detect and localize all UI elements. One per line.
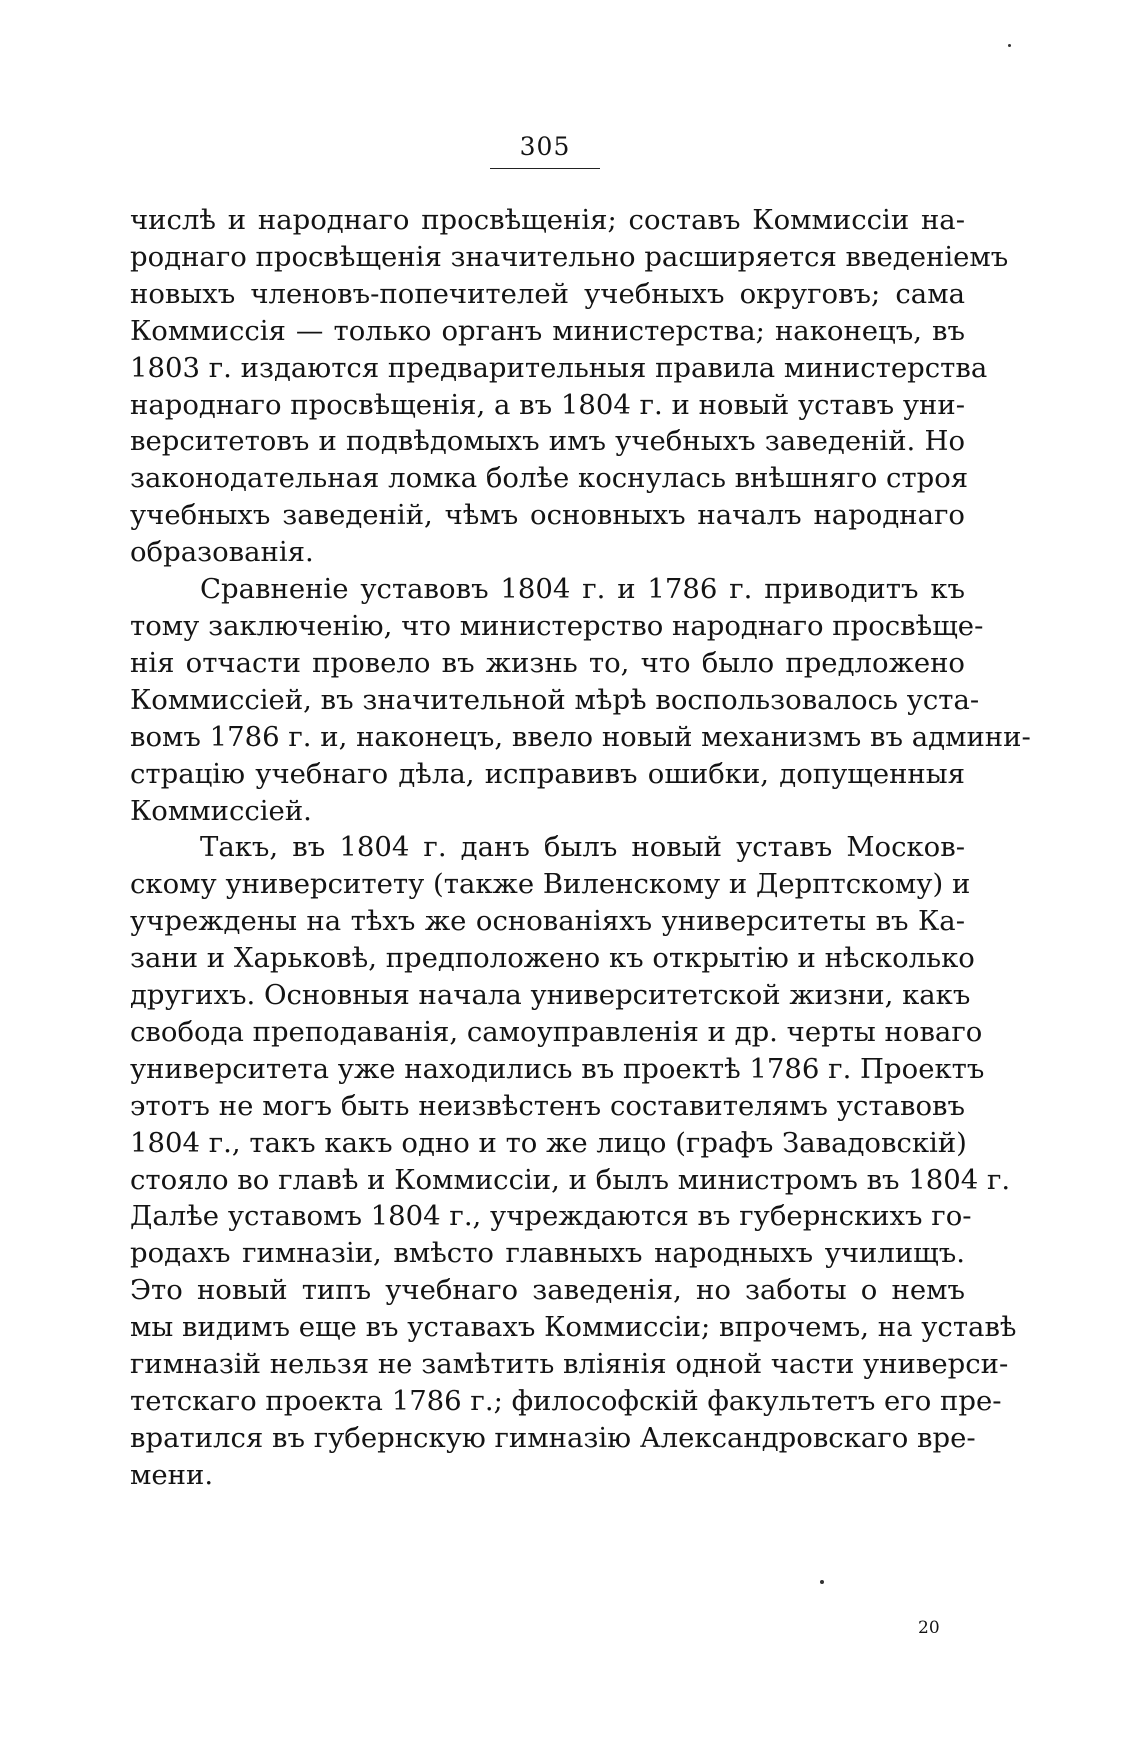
text-line: числѣ и народнаго просвѣщенія; составъ Коммиссіи на- <box>130 204 965 236</box>
signature-mark: 20 <box>918 1618 940 1638</box>
text-line: тому заключенію, что министерство народнаго просвѣще- <box>130 609 984 642</box>
text-line: учебныхъ заведеній, чѣмъ основныхъ началъ народнаго <box>130 499 965 532</box>
body-text <box>130 202 1031 1494</box>
text-line: вратился въ губернскую гимназію Александровскаго вре- <box>130 1421 976 1454</box>
paragraph-end-line: Коммиссіей. <box>130 794 312 827</box>
text-line: страцію учебнаго дѣла, исправивъ ошибки, допущенныя <box>130 757 965 790</box>
text-line: учреждены на тѣхъ же основаніяхъ университеты въ Ка- <box>130 905 965 938</box>
print-speck <box>1008 44 1011 47</box>
text-line: зани и Харьковѣ, предположено къ открытію и нѣсколько <box>130 942 975 975</box>
text-line: мы видимъ еще въ уставахъ Коммиссіи; впрочемъ, на уставѣ <box>130 1311 1017 1344</box>
text-line: родахъ гимназіи, вмѣсто главныхъ народныхъ училищъ. <box>130 1237 965 1270</box>
text-line: университета уже находились въ проектѣ 1786 г. Проектъ <box>130 1052 985 1085</box>
print-speck <box>820 1580 824 1584</box>
text-line: этотъ не могъ быть неизвѣстенъ составителямъ уставовъ <box>130 1089 965 1122</box>
text-line: гимназій нельзя не замѣтить вліянія одной части универси- <box>130 1348 1009 1381</box>
paragraph-start-line: Такъ, въ 1804 г. данъ былъ новый уставъ Москов- <box>200 831 965 864</box>
text-line: новыхъ членовъ-попечителей учебныхъ округовъ; сама <box>130 277 965 310</box>
text-line: вомъ 1786 г. и, наконецъ, ввело новый механизмъ въ админи- <box>130 720 1031 753</box>
text-line: 1803 г. издаются предварительныя правила министерства <box>130 351 988 384</box>
text-line: стояло во главѣ и Коммиссіи, и былъ министромъ въ 1804 г. <box>130 1163 1011 1196</box>
paragraph-end-line: образованія. <box>130 536 314 569</box>
text-line: нія отчасти провело въ жизнь то, что было предложено <box>130 646 965 679</box>
text-line: Это новый типъ учебнаго заведенія, но заботы о немъ <box>130 1274 965 1307</box>
text-line: Коммиссіей, въ значительной мѣрѣ воспользовалось уста- <box>130 683 980 716</box>
page-number-rule <box>490 168 600 169</box>
text-line: скому университету (также Виленскому и Дерптскому) и <box>130 868 971 901</box>
paragraph-start-line: Сравненіе уставовъ 1804 г. и 1786 г. приводитъ къ <box>200 573 965 606</box>
text-line: тетскаго проекта 1786 г.; философскій факультетъ его пре- <box>130 1385 1002 1417</box>
text-line: Далѣе уставомъ 1804 г., учреждаются въ губернскихъ го- <box>130 1200 972 1233</box>
text-line: Коммиссія — только органъ министерства; наконецъ, въ <box>130 314 965 347</box>
text-line: другихъ. Основныя начала университетской жизни, какъ <box>130 979 971 1012</box>
text-line: 1804 г., такъ какъ одно и то же лицо (графъ Завадовскій) <box>130 1126 967 1159</box>
text-line: роднаго просвѣщенія значительно расширяется введеніемъ <box>130 240 1009 273</box>
text-line: свобода преподаванія, самоуправленія и др. черты новаго <box>130 1015 983 1048</box>
paragraph-end-line: мени. <box>130 1458 214 1491</box>
text-line: народнаго просвѣщенія, а въ 1804 г. и новый уставъ уни- <box>130 388 965 421</box>
text-line: законодательная ломка болѣе коснулась внѣшняго строя <box>130 462 969 495</box>
text-line: верситетовъ и подвѣдомыхъ имъ учебныхъ заведеній. Но <box>130 425 965 458</box>
page-number: 305 <box>519 132 571 161</box>
